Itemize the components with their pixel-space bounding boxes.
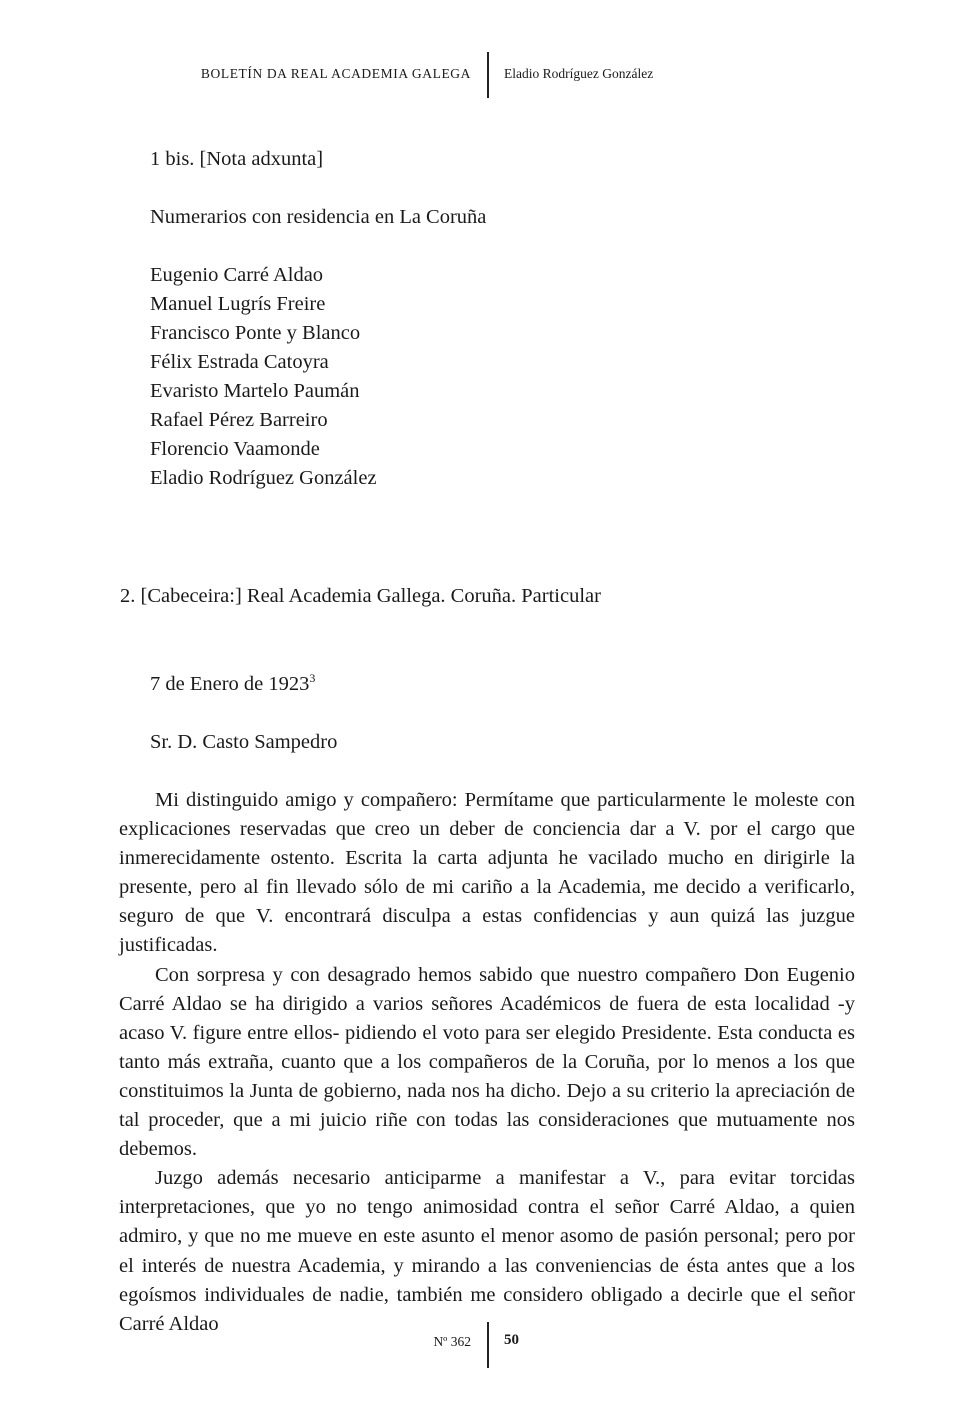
member-name: Eugenio Carré Aldao xyxy=(150,264,324,286)
running-footer xyxy=(0,1322,975,1370)
letter-heading: 2. [Cabeceira:] Real Academia Gallega. Coruña. Particular xyxy=(120,585,601,607)
member-name: Evaristo Martelo Paumán xyxy=(150,380,360,402)
member-name: Eladio Rodríguez González xyxy=(150,467,377,489)
article-author: Eladio Rodríguez González xyxy=(504,66,654,81)
letter-paragraph: Juzgo además necesario anticiparme a manifestar a V., para evitar torcidas interpretaciones, que yo no tengo animosidad contra el señor Carré Aldao, a quien admiro, y que no me mueve en este asunto el menor asomo de pasión personal; pero por el interés de nuestra Academia, y mirando a las conveniencias de ésta antes que a los egoísmos individuales de nadie, también me considero obligado a decirle que el señor Carré Aldao xyxy=(119,1167,855,1335)
running-header xyxy=(0,52,975,100)
letter-addressee: Sr. D. Casto Sampedro xyxy=(150,731,338,753)
member-name: Rafael Pérez Barreiro xyxy=(150,409,328,431)
member-name: Manuel Lugrís Freire xyxy=(150,293,326,315)
letter-paragraph: Con sorpresa y con desagrado hemos sabido que nuestro compañero Don Eugenio Carré Aldao se ha dirigido a varios señores Académicos de fuera de esta localidad -y acaso V. figure entre ellos- pidiendo el voto para ser elegido Presidente. Esta conducta es tanto más extraña, cuanto que a los compañeros de la Coruña, por lo menos a los que constituimos la Junta de gobierno, nada nos ha dicho. Dejo a su criterio la apreciación de tal proceder, que a mi juicio riñe con todas las consideraciones que mutuamente nos debemos. xyxy=(119,963,855,1161)
note-heading: 1 bis. [Nota adxunta] xyxy=(150,148,324,170)
member-name: Francisco Ponte y Blanco xyxy=(150,322,361,344)
member-name: Félix Estrada Catoyra xyxy=(150,351,329,373)
member-name: Florencio Vaamonde xyxy=(150,438,320,460)
letter-paragraph: Mi distinguido amigo y compañero: Permítame que particularmente le moleste con explicaciones reservadas que creo un deber de conciencia dar a V. por el cargo que inmerecidamente ostento. Escrita la carta adjunta he vacilado mucho en dirigirle la presente, pero al fin llevado sólo de mi cariño a la Academia, me decido a verificarlo, seguro de que V. encontrará disculpa a estas confidencias y aun quizá las juzgue justificadas. xyxy=(119,789,855,957)
letter-date xyxy=(150,673,315,696)
footnote-reference: 3 xyxy=(309,671,316,686)
letter-date-text: 7 de Enero de 1923 xyxy=(150,673,310,695)
journal-title: BOLETÍN DA REAL ACADEMIA GALEGA xyxy=(200,66,471,81)
note-subheading: Numerarios con residencia en La Coruña xyxy=(150,206,487,228)
issue-number: Nº 362 xyxy=(433,1334,471,1349)
footer-divider xyxy=(487,1322,489,1368)
page-number: 50 xyxy=(504,1332,519,1348)
letter-body xyxy=(119,786,855,1339)
header-divider xyxy=(487,52,489,98)
